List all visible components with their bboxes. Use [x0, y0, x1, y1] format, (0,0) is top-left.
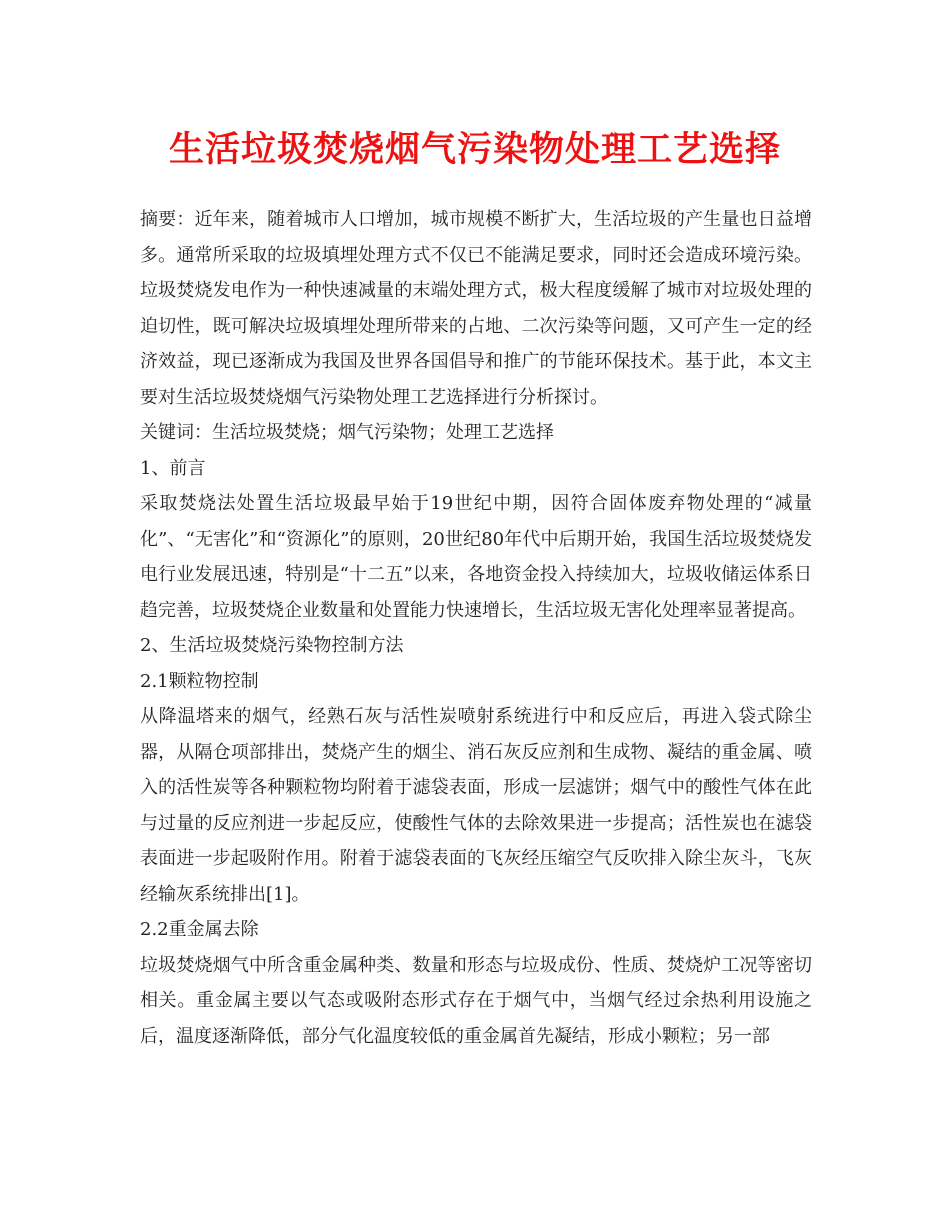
section-heading: 1、前言	[140, 457, 206, 479]
section-heading: 2、生活垃圾焚烧污染物控制方法	[140, 635, 404, 656]
body-paragraph: 垃圾焚烧烟气中所含重金属种类、数量和形态与垃圾成份、性质、焚烧炉工况等密切相关。重金属主要以气态或吸附态形式存在于烟气中，当烟气经过余热利用设施之后，温度逐渐降低，部分气化温度较低的重金属首先凝结，形成小颗粒；另一部	[140, 954, 812, 1047]
subsection-heading: 2.1颗粒物控制	[140, 670, 259, 692]
abstract-paragraph: 摘要：近年来，随着城市人口增加，城市规模不断扩大，生活垃圾的产生量也日益增多。通常所采取的垃圾填埋处理方式不仅已不能满足要求，同时还会造成环境污染。垃圾焚烧发电作为一种快速减量的末端处理方式，极大程度缓解了城市对垃圾处理的迫切性，既可解决垃圾填埋处理所带来的占地、二次污染等问题，又可产生一定的经济效益，现已逐渐成为我国及世界各国倡导和推广的节能环保技术。基于此，本文主要对生活垃圾焚烧烟气污染物处理工艺选择进行分析探讨。	[140, 209, 812, 408]
document-title: 生活垃圾焚烧烟气污染物处理工艺选择	[168, 129, 781, 170]
keywords-line: 关键词：生活垃圾焚烧；烟气污染物；处理工艺选择	[140, 422, 554, 443]
body-paragraph: 采取焚烧法处置生活垃圾最早始于19世纪中期，因符合固体废弃物处理的“减量化”、“无害化”和“资源化”的原则，20世纪80年代中后期开始，我国生活垃圾焚烧发电行业发展迅速，特别是“十二五”以来，各地资金投入持续加大，垃圾收储运体系日趋完善，垃圾焚烧企业数量和处置能力快速增长，生活垃圾无害化处理率显著提高。	[140, 493, 812, 621]
document-body	[140, 202, 812, 1054]
subsection-heading: 2.2重金属去除	[140, 919, 259, 940]
body-paragraph: 从降温塔来的烟气，经熟石灰与活性炭喷射系统进行中和反应后，再进入袋式除尘器，从隔仓项部排出，焚烧产生的烟尘、消石灰反应剂和生成物、凝结的重金属、喷入的活性炭等各种颗粒物均附着于滤袋表面，形成一层滤饼；烟气中的酸性气体在此与过量的反应剂进一步起反应，使酸性气体的去除效果进一步提高；活性炭也在滤袋表面进一步起吸附作用。附着于滤袋表面的飞灰经压缩空气反吹排入除尘灰斗，飞灰经输灰系统排出[1]。	[140, 706, 812, 905]
